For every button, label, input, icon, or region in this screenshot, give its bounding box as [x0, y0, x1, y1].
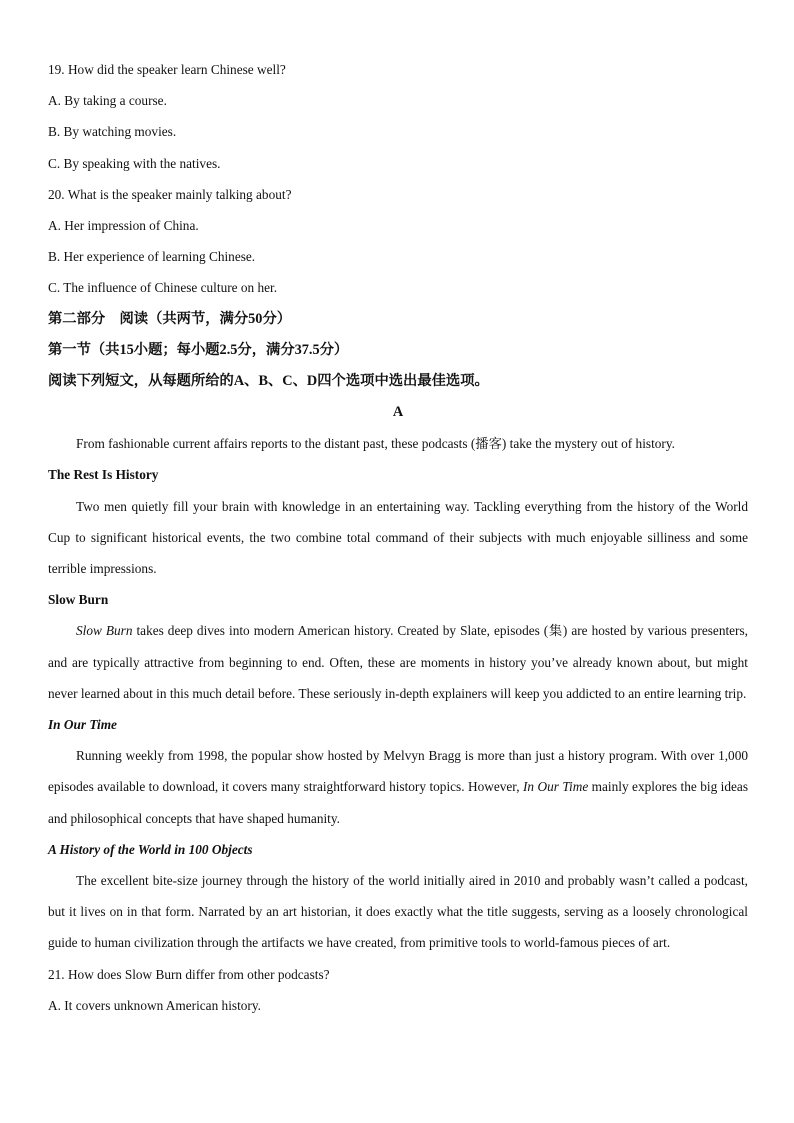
item-body-history-100-objects: The excellent bite-size journey through the history of the world initially aired in 2010 and probably wasn’t called a podcast, but it lives on in that form. Narrated by an art historian, it does exactly what the title suggests, serving as a loosely chronological guide to human civilization through the artifacts we have created, from primitive tools to world-famous pieces of art.: [48, 873, 748, 951]
passage-intro: From fashionable current affairs reports to the distant past, these podcasts (播客) take the mystery out of history.: [76, 436, 675, 452]
q21-option-a: A. It covers unknown American history.: [48, 997, 261, 1013]
slow-burn-lead: Slow Burn: [76, 623, 133, 639]
question-20: 20. What is the speaker mainly talking about?: [48, 186, 292, 202]
item-title-history-100-objects: A History of the World in 100 Objects: [48, 841, 253, 857]
in-our-time-post: mainly explores the big ideas and philosophical concepts that have shaped humanity.: [48, 779, 749, 826]
q20-option-a: A. Her impression of China.: [48, 217, 199, 233]
slow-burn-text: takes deep dives into modern American history. Created by Slate, episodes (集) are hosted by various presenters, and are typically attractive from beginning to end. Often, these are moments in history you’ve already known about, but might never learned about in this much detail before. These seriously in-depth explainers will keep you addicted to an entire learning trip.: [48, 623, 748, 701]
item-title-rest-is-history: The Rest Is History: [48, 467, 159, 483]
q20-option-c: C. The influence of Chinese culture on her.: [48, 280, 278, 296]
question-21: 21. How does Slow Burn differ from other podcasts?: [48, 966, 330, 982]
item-body-slow-burn: [48, 615, 748, 709]
q19-option-b: B. By watching movies.: [48, 124, 177, 140]
document-page: [48, 54, 748, 1021]
passage-label: A: [392, 404, 404, 421]
in-our-time-italic: In Our Time: [522, 779, 589, 795]
q19-option-a: A. By taking a course.: [48, 93, 167, 109]
part-title: 第二部分 阅读（共两节，满分50分）: [48, 310, 292, 327]
item-body-rest-is-history: Two men quietly fill your brain with knowledge in an entertaining way. Tackling everything from the history of the World Cup to significant historical events, the two combine total command of their subjects with much enjoyable silliness and some terrible impressions.: [48, 498, 748, 577]
q19-option-c: C. By speaking with the natives.: [48, 155, 221, 171]
question-19: 19. How did the speaker learn Chinese well?: [48, 62, 286, 77]
item-title-slow-burn: Slow Burn: [48, 592, 109, 608]
in-our-time-pre: Running weekly from 1998, the popular show hosted by Melvyn Bragg is more than just a history program. With over 1,000 episodes available to download, it covers many straightforward history topics. However,: [48, 748, 748, 795]
item-body-in-our-time: [48, 740, 748, 834]
q20-option-b: B. Her experience of learning Chinese.: [48, 249, 256, 265]
subsection-title: 第一节（共15小题；每小题2.5分，满分37.5分）: [48, 341, 349, 358]
item-title-in-our-time: In Our Time: [48, 717, 117, 733]
instructions: 阅读下列短文，从每题所给的A、B、C、D四个选项中选出最佳选项。: [48, 372, 489, 389]
